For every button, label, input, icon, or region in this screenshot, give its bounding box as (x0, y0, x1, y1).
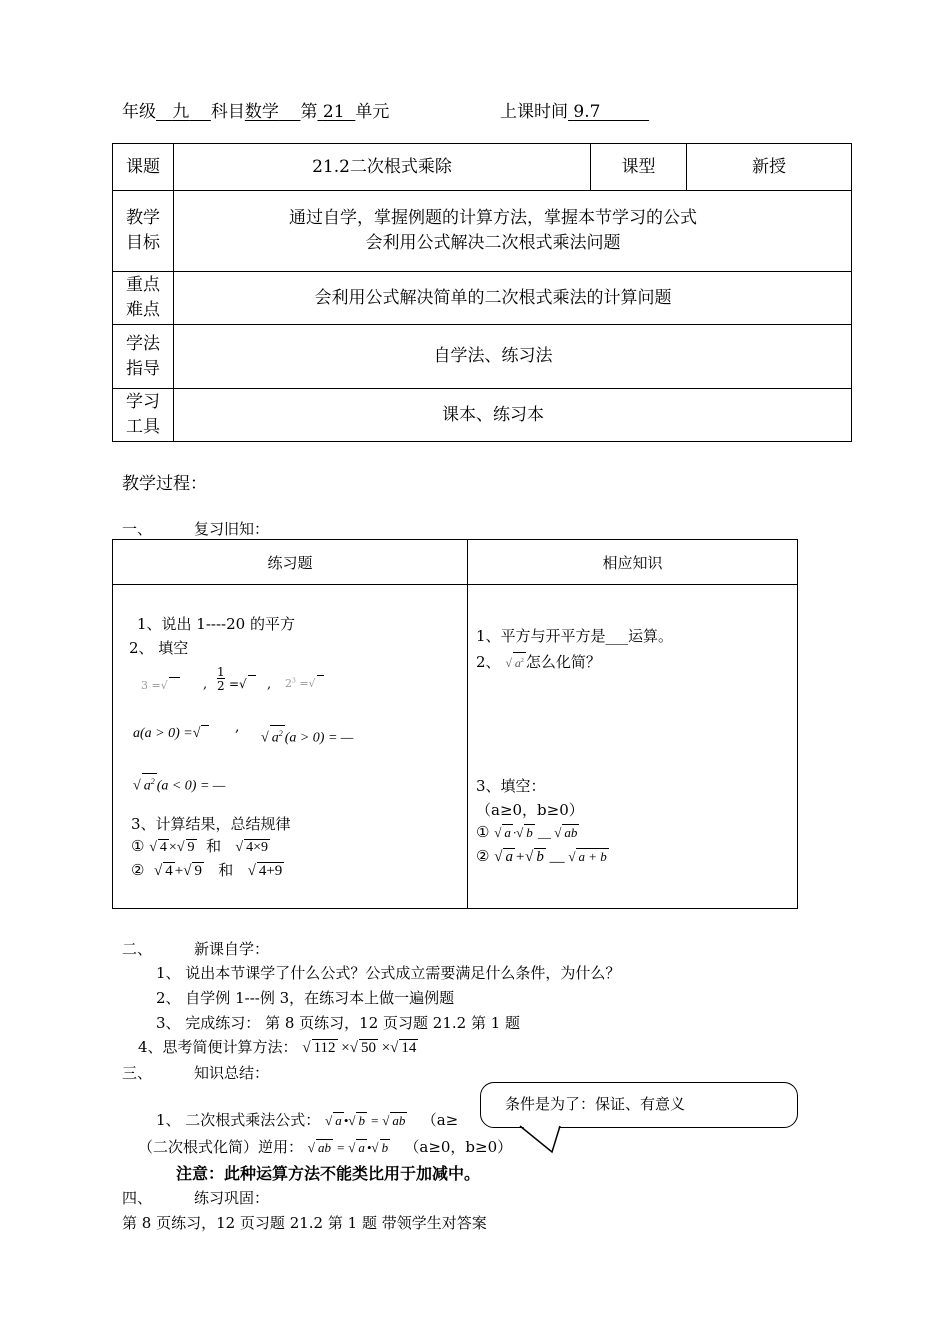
knowledge-product-rule: ① √ a ·√ b __ √ ab (476, 823, 578, 841)
note: 注意：此种运算方法不能类比用于加减中。 (176, 1164, 481, 1183)
goal-label: 教学 目标 (113, 191, 174, 272)
section4-line: 第 8 页练习，12 页习题 21.2 第 1 题 带领学生对答案 (122, 1214, 487, 1232)
unit-value: 21 (322, 102, 345, 122)
section4-heading: 四、 练习巩固： (122, 1189, 270, 1207)
process-title: 教学过程： (122, 474, 207, 494)
ex-item3: 3、计算结果，总结规律 (131, 815, 291, 833)
unit-prefix: 第 (300, 102, 318, 122)
compare-sum: ② √ 4 +√ 9 和 √ 4+9 (131, 861, 283, 879)
type-value: 新授 (687, 144, 852, 191)
product-formula: 1、 二次根式乘法公式： √ a •√ b = √ ab （a≥ (156, 1111, 459, 1129)
unit-suffix: 单元 (355, 102, 390, 122)
method-value: 自学法、练习法 (174, 325, 852, 389)
tools-value: 课本、练习本 (174, 389, 852, 442)
tools-label: 学习 工具 (113, 389, 174, 442)
fill-half: 1 2 (217, 665, 225, 693)
key-value: 会利用公式解决简单的二次根式乘法的计算问题 (174, 272, 852, 325)
knowledge-item1: 1、平方与开平方是___运算。 (476, 627, 674, 645)
subject-label: 科目 (210, 102, 245, 122)
section2-item-4: 4、思考简便计算方法： √ 112 ×√ 50 ×√ 14 (138, 1038, 417, 1056)
section2-item-3: 3、 完成练习： 第 8 页练习，12 页习题 21.2 第 1 题 (156, 1014, 521, 1032)
knowledge-sum-rule: ② √ a +√ b __ √ a + b (476, 847, 607, 865)
knowledge-item2: 2、 √ $a^2$ 怎么化简？ (476, 653, 601, 671)
review-table (112, 539, 798, 909)
sqrt-a-squared-positive: √ $a^2$ (a > 0) = — (261, 725, 353, 747)
callout-pointer (520, 1124, 570, 1154)
fill-two-cubed: $2^3$ =√ (285, 675, 324, 692)
time-label: 上课时间 (500, 102, 568, 122)
ex-item2: 2、 填空 (129, 639, 189, 657)
callout-text: 条件是为了：保证、有意义 (505, 1095, 686, 1113)
type-label: 课型 (591, 144, 687, 191)
section2-heading: 二、 新课自学： (122, 940, 270, 958)
grade-label: 年级 (122, 102, 156, 122)
sqrt-a-squared-negative: √ $a^2$ (a < 0) = — (133, 773, 225, 795)
key-label: 重点 难点 (113, 272, 174, 325)
header-line (122, 97, 389, 122)
topic-label: 课题 (113, 144, 174, 191)
section2-item-1: 1、 说出本节课学了什么公式？公式成立需要满足什么条件，为什么？ (156, 964, 621, 982)
knowledge-cell (468, 585, 798, 909)
goal-value: 通过自学，掌握例题的计算方法，掌握本节学习的公式 会利用公式解决二次根式乘法问题 (174, 191, 852, 272)
knowledge-item3: 3、填空： (476, 777, 546, 795)
lesson-info-table (112, 143, 852, 442)
section2-item-2: 2、 自学例 1---例 3，在练习本上做一遍例题 (156, 989, 455, 1007)
class-time (500, 97, 649, 122)
method-label: 学法 指导 (113, 325, 174, 389)
section1-heading: 一、 复习旧知： (122, 520, 270, 538)
subject-value: 数学 (244, 102, 279, 122)
time-value: 9.7 (573, 102, 601, 122)
exercise-cell: 1、说出 1----20 的平方 2、 填空 3 =√ , 1 2 =√ , $2^3$ =√ a(a > 0) =√ , √ $a^2$ (a > 0) = — √ $a^2$ (a < 0) = — 3、计算结果，总结规律 ① √ 4 ×√ 9 和 √ 4×9 ② √ 4 +√ 9 和 √ 4+9 (113, 585, 468, 909)
fill-a-positive: a(a > 0) =√ (133, 725, 209, 742)
fill-three: 3 =√ (141, 677, 180, 694)
knowledge-condition: （a≥0，b≥0） (476, 801, 584, 819)
reverse-formula: （二次根式化简）逆用： √ ab = √ a •√ b （a≥0，b≥0） (138, 1138, 513, 1156)
grade-value: 九 (172, 102, 190, 122)
section3-heading: 三、 知识总结： (122, 1064, 270, 1082)
col-exercises-header: 练习题 (113, 540, 468, 585)
ex-item1: 1、说出 1----20 的平方 (137, 615, 295, 633)
compare-product: ① √ 4 ×√ 9 和 √ 4×9 (131, 837, 268, 855)
col-knowledge-header: 相应知识 (468, 540, 798, 585)
topic-value: 21.2二次根式乘除 (174, 144, 591, 191)
